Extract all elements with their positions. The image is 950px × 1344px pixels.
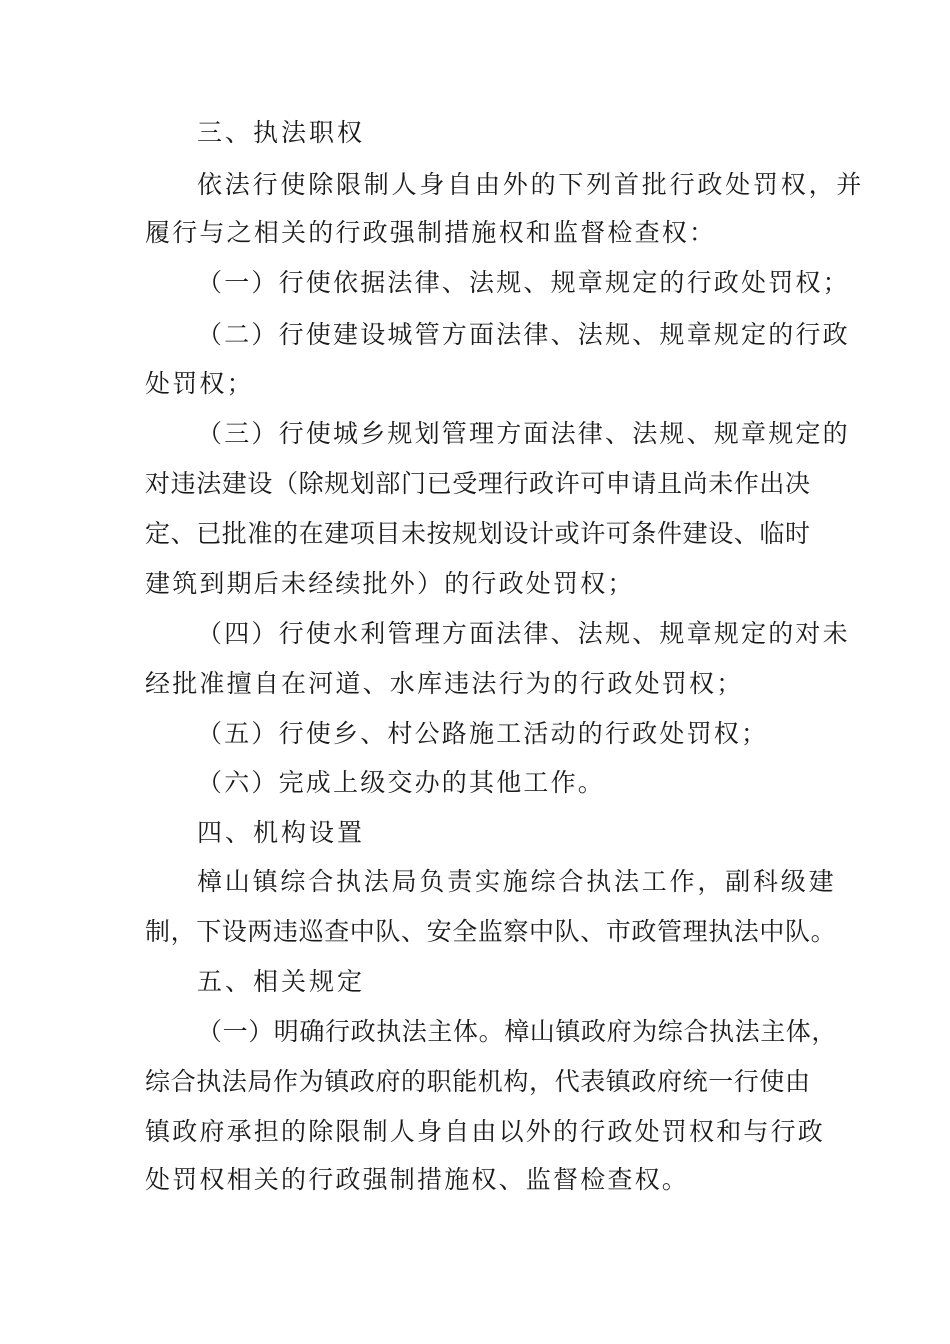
section-4-body-line-1: 樟山镇综合执法局负责实施综合执法工作，副科级建: [197, 867, 837, 896]
section-4-heading: 四、机构设置: [197, 818, 366, 847]
section-3-item-3-line-3: 定、已批准的在建项目未按规划设计或许可条件建设、临时: [145, 519, 811, 548]
section-3-item-3-line-2: 对违法建设（除规划部门已受理行政许可申请且尚未作出决: [145, 469, 811, 498]
section-4-body-line-2: 制，下设两违巡查中队、安全监察中队、市政管理执法中队。: [145, 917, 837, 946]
section-3-item-4-line-2: 经批准擅自在河道、水库违法行为的行政处罚权；: [145, 669, 744, 698]
section-5-item-1-line-1: （一）明确行政执法主体。樟山镇政府为综合执法主体，: [197, 1017, 838, 1046]
section-3-item-3-line-1: （三）行使城乡规划管理方面法律、法规、规章规定的: [197, 419, 850, 448]
section-3-item-2-line-2: 处罚权；: [145, 369, 254, 398]
section-5-heading: 五、相关规定: [197, 967, 366, 996]
section-3-item-5: （五）行使乡、村公路施工活动的行政处罚权；: [197, 719, 769, 748]
section-3-item-6: （六）完成上级交办的其他工作。: [197, 768, 606, 797]
section-3-intro-line-2: 履行与之相关的行政强制措施权和监督检查权：: [145, 218, 717, 247]
section-5-item-1-line-2: 综合执法局作为镇政府的职能机构，代表镇政府统一行使由: [145, 1067, 811, 1096]
section-3-item-2-line-1: （二）行使建设城管方面法律、法规、规章规定的行政: [197, 320, 850, 349]
section-3-heading: 三、执法职权: [197, 118, 366, 147]
section-3-item-3-line-4: 建筑到期后未经续批外）的行政处罚权；: [145, 569, 635, 598]
section-5-item-1-line-3: 镇政府承担的除限制人身自由以外的行政处罚权和与行政: [145, 1117, 826, 1146]
section-3-item-4-line-1: （四）行使水利管理方面法律、法规、规章规定的对未: [197, 619, 850, 648]
section-3-intro-line-1: 依法行使除限制人身自由外的下列首批行政处罚权，并: [197, 170, 865, 199]
section-5-item-1-line-4: 处罚权相关的行政强制措施权、监督检查权。: [145, 1165, 690, 1194]
section-3-item-1: （一）行使依据法律、法规、规章规定的行政处罚权；: [197, 268, 850, 297]
